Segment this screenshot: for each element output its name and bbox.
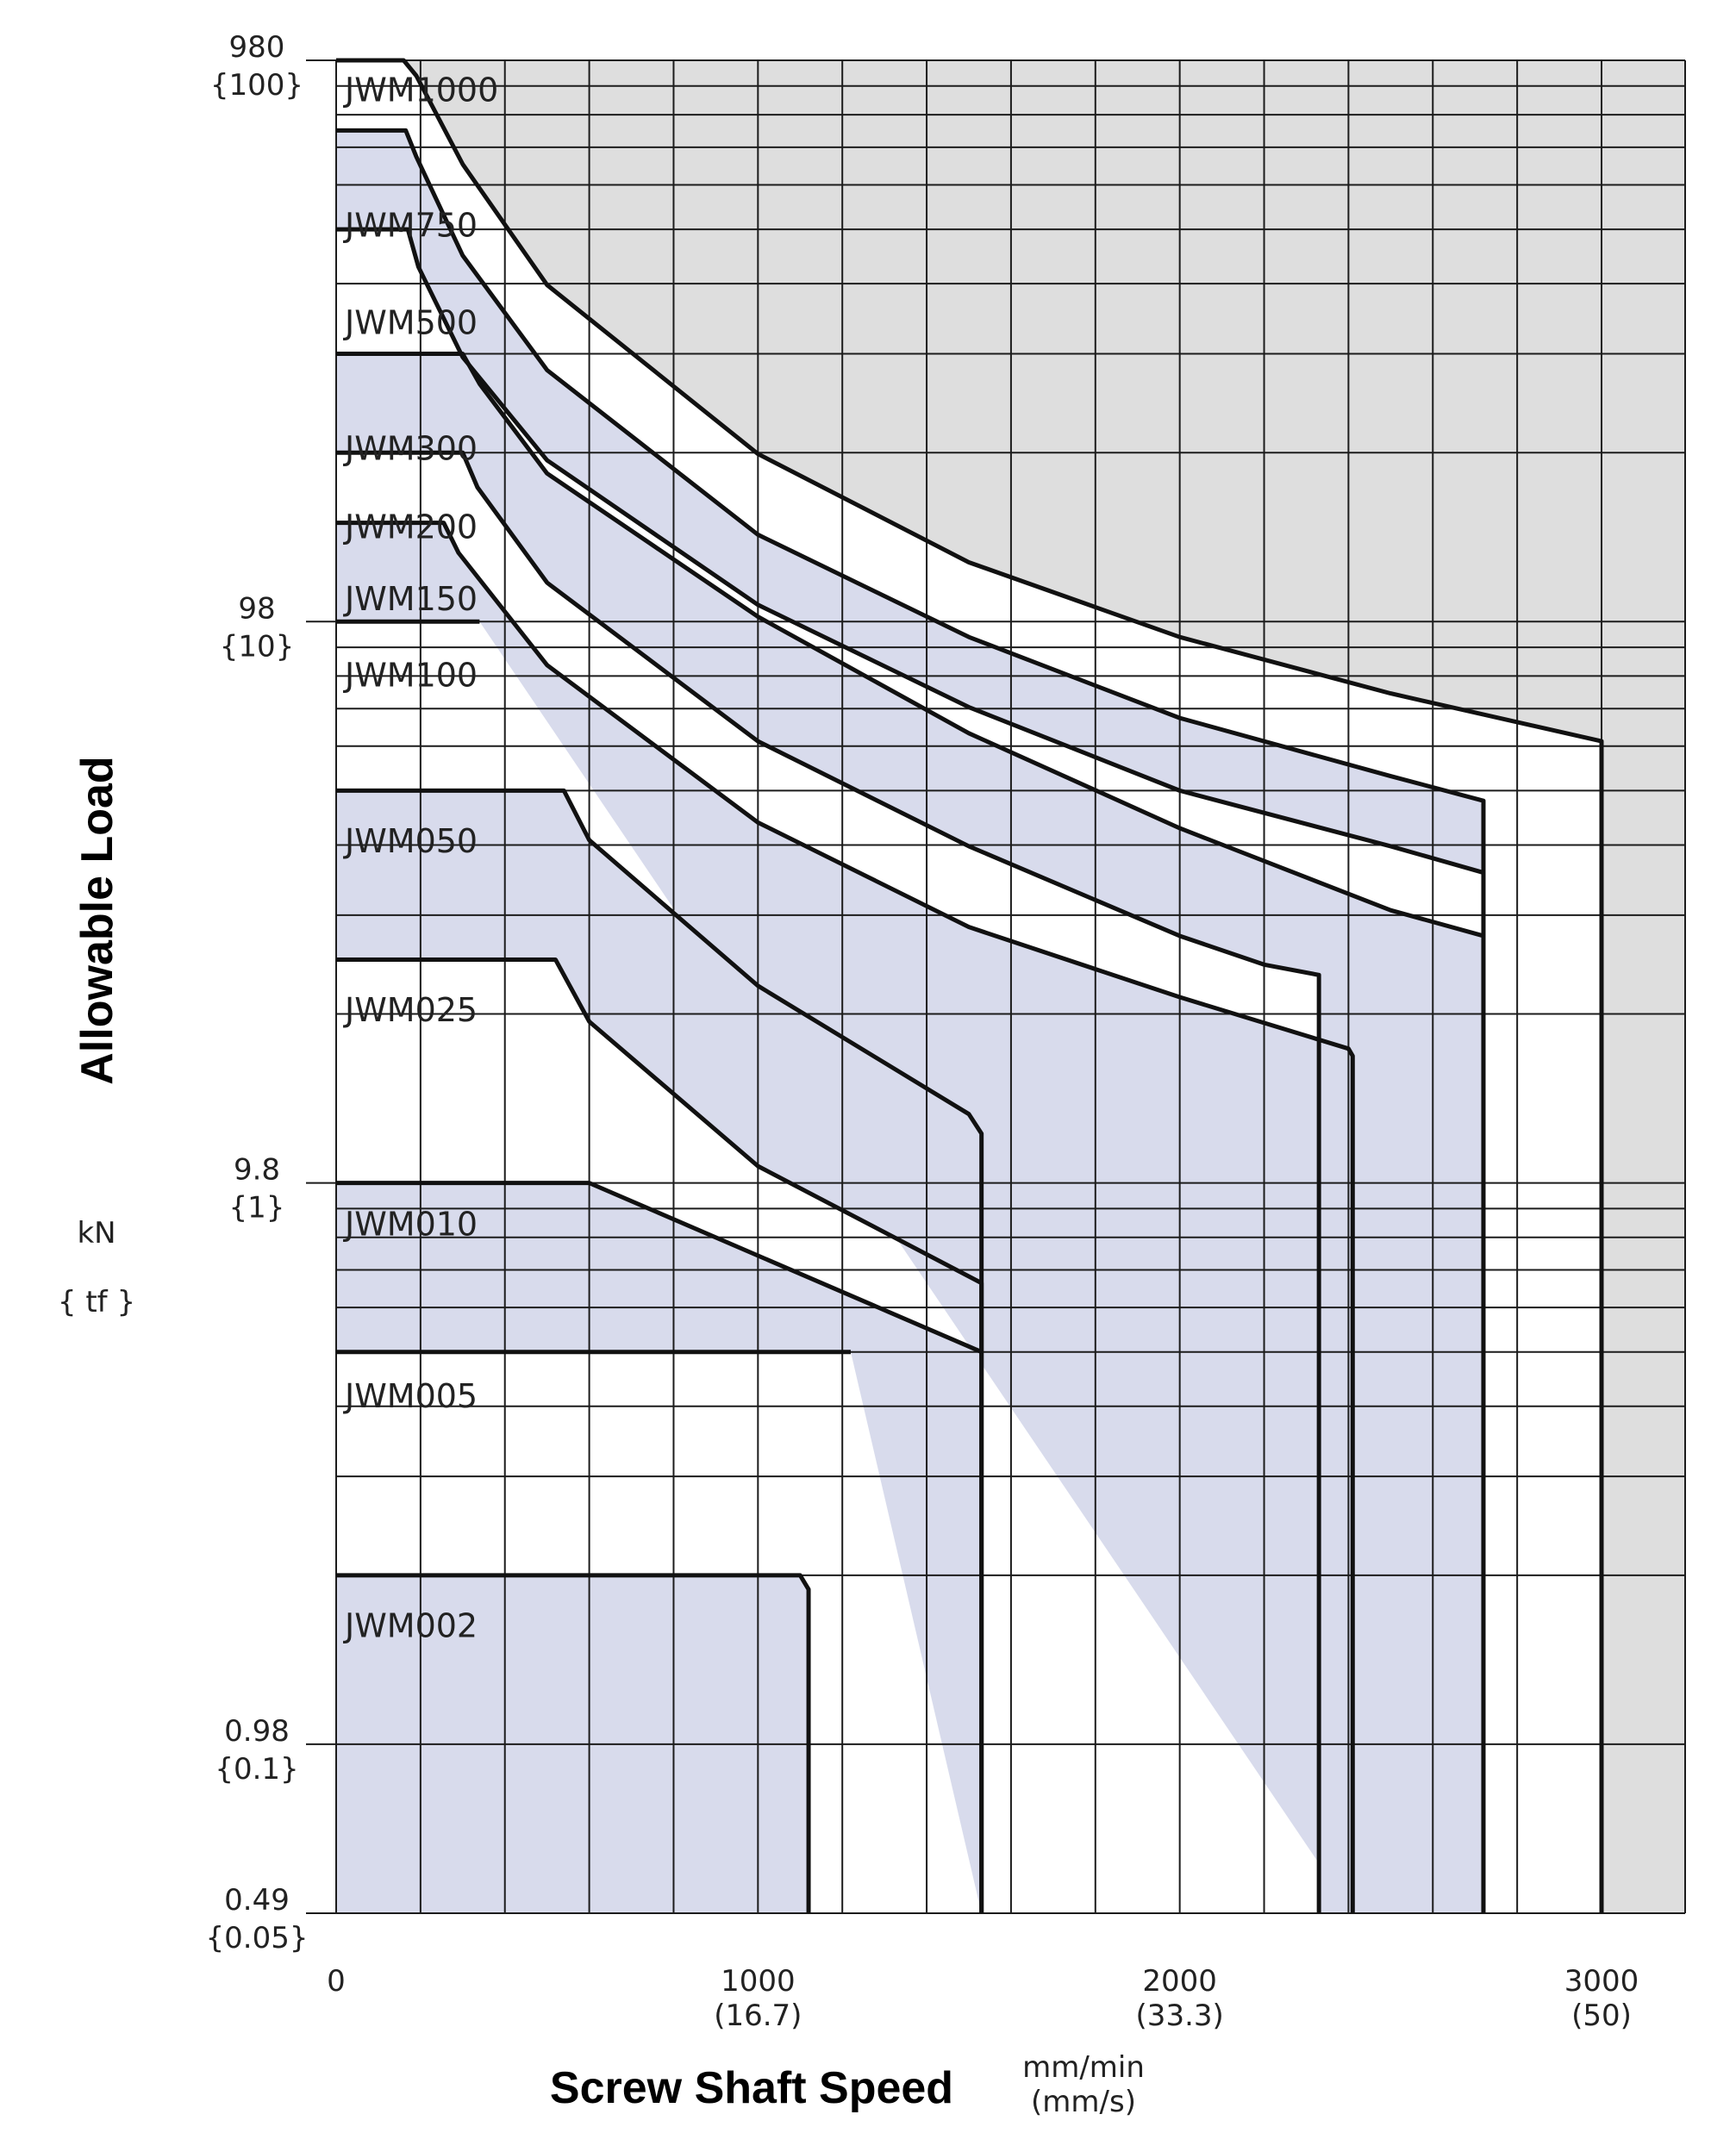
series-label-jwm500: JWM500 — [345, 303, 478, 342]
series-label-jwm002: JWM002 — [345, 1606, 478, 1645]
series-label-jwm150: JWM150 — [345, 579, 478, 618]
series-label-jwm050: JWM050 — [345, 821, 478, 860]
y-tick-label-3: 0.98 — [224, 1713, 290, 1749]
y-tick-label-2: 9.8 — [233, 1152, 281, 1188]
series-label-jwm300: JWM300 — [345, 429, 478, 468]
x-tick-sublabel-1: (16.7) — [714, 1999, 802, 2033]
series-label-layer — [343, 72, 498, 1645]
series-label-jwm100: JWM100 — [345, 656, 478, 695]
y-axis-title: Allowable Load — [72, 756, 122, 1085]
x-tick-label-2: 2000 — [1142, 1964, 1217, 1999]
y-tick-sublabel-4: {0.05} — [205, 1921, 309, 1955]
series-label-jwm1000: JWM1000 — [345, 71, 499, 109]
series-label-jwm750: JWM750 — [345, 206, 478, 245]
y-unit-tf: { tf } — [57, 1285, 136, 1319]
x-tick-label-3: 3000 — [1564, 1964, 1639, 1999]
y-tick-sublabel-1: {10} — [219, 629, 295, 664]
series-label-jwm005: JWM005 — [345, 1377, 478, 1416]
x-tick-sublabel-2: (33.3) — [1135, 1999, 1224, 2033]
y-tick-sublabel-0: {100} — [209, 68, 304, 103]
series-label-jwm025: JWM025 — [345, 990, 478, 1029]
x-axis-title: Screw Shaft Speed — [549, 2063, 954, 2113]
x-tick-label-0: 0 — [327, 1964, 346, 1999]
x-tick-sublabel-3: (50) — [1571, 1999, 1632, 2033]
y-tick-sublabel-3: {0.1} — [215, 1751, 299, 1787]
x-unit-mm-min: mm/min — [1022, 2050, 1145, 2085]
series-label-jwm200: JWM200 — [345, 508, 478, 546]
series-label-jwm010: JWM010 — [345, 1205, 478, 1244]
x-tick-label-1: 1000 — [721, 1964, 796, 1999]
y-unit-kn: kN — [77, 1216, 116, 1250]
y-tick-label-0: 980 — [228, 30, 285, 65]
y-tick-label-1: 98 — [238, 591, 276, 627]
x-unit-mm-s: (mm/s) — [1031, 2085, 1136, 2119]
y-tick-label-4: 0.49 — [224, 1883, 290, 1918]
y-tick-sublabel-2: {1} — [228, 1190, 285, 1226]
